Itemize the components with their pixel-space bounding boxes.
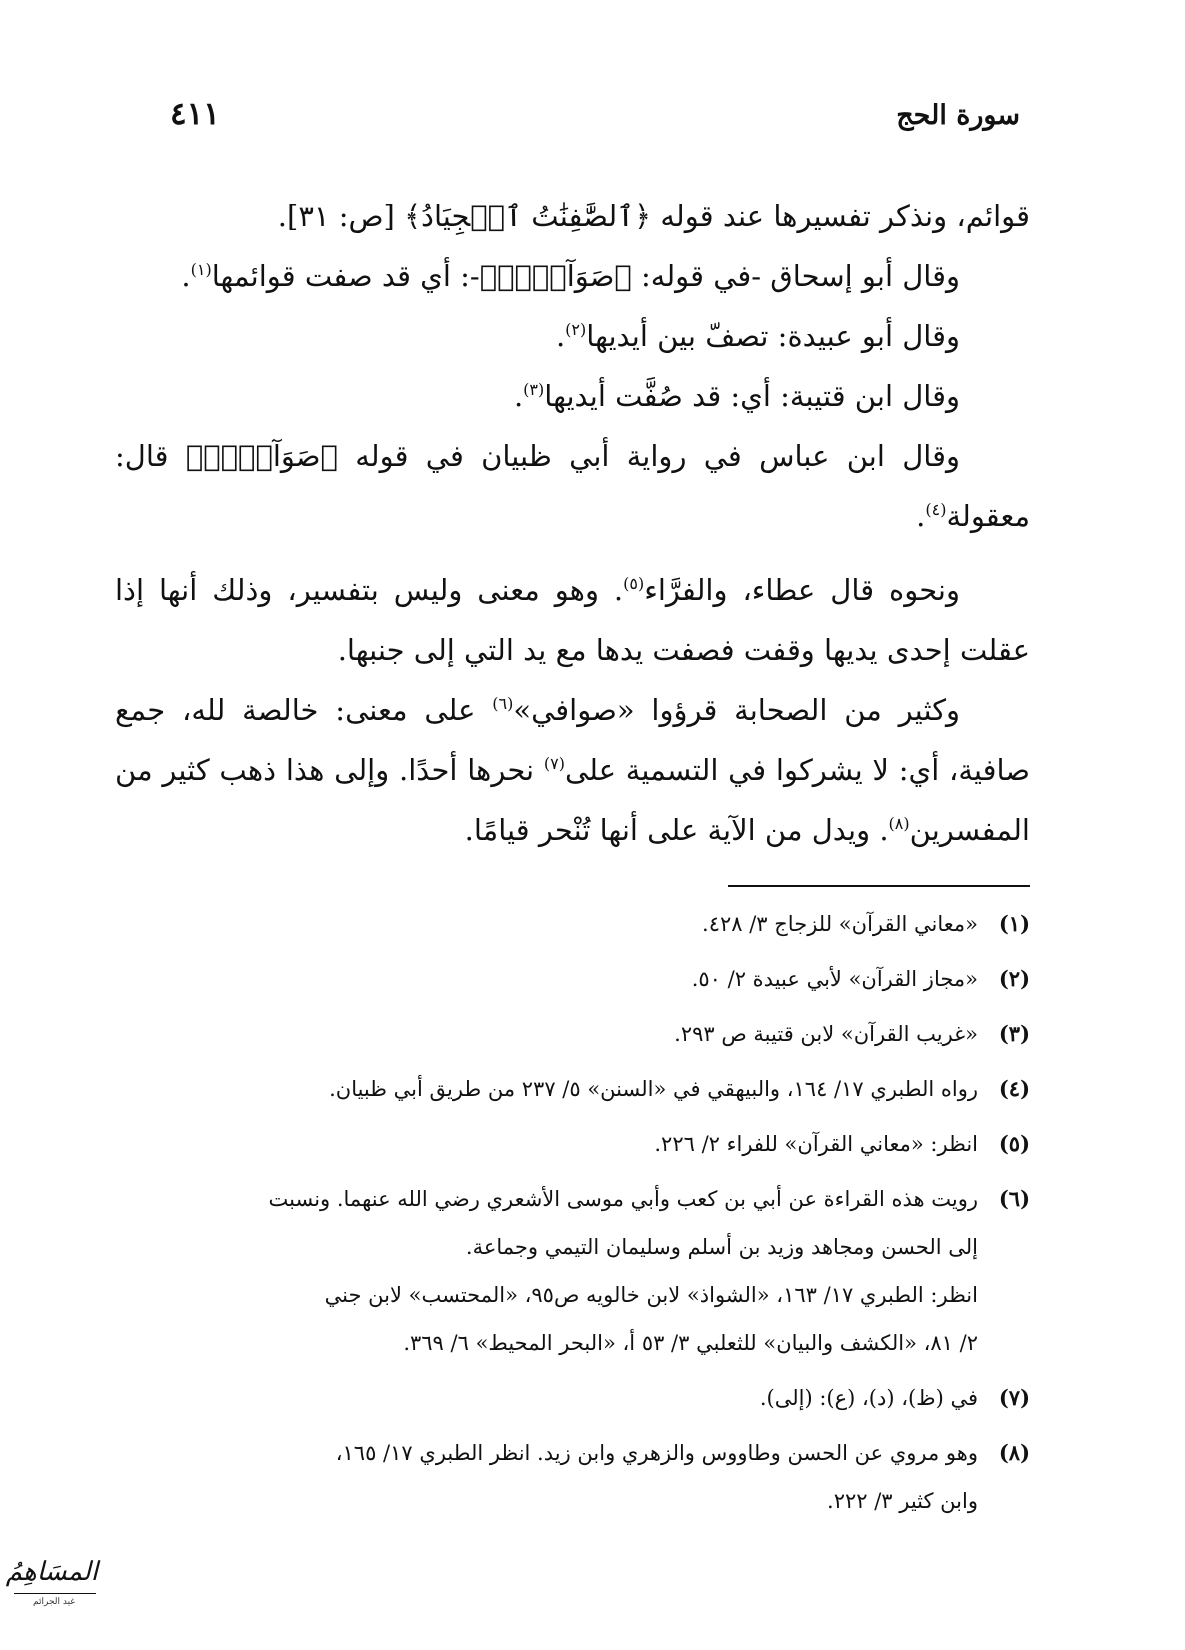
footnote-item — [115, 1010, 1030, 1058]
paragraph-5 — [115, 426, 1030, 546]
paragraph-4-text: وقال ابن قتيبة: أي: قد صُفَّت أيديها — [544, 379, 960, 413]
surah-title: سورة الحج — [896, 100, 1020, 131]
footnote-number: (٨) — [998, 1440, 1030, 1465]
footnote-text: ٢/ ٨١، «الكشف والبيان» للثعلبي ٣/ ٥٣ أ، «البحر المحيط» ٦/ ٣٦٩. — [403, 1331, 978, 1355]
footnote-text: انظر: «معاني القرآن» للفراء ٢/ ٢٢٦. — [654, 1132, 978, 1156]
footnote-text: إلى الحسن ومجاهد وزيد بن أسلم وسليمان التيمي وجماعة. — [465, 1235, 978, 1259]
footnote-ref-5[interactable]: (٥) — [623, 574, 645, 593]
footnotes-section — [115, 900, 1030, 1532]
paragraph-3 — [115, 306, 1030, 366]
paragraph-3-end: . — [555, 319, 566, 353]
footnote-item — [115, 900, 1030, 948]
paragraph-1-text: قوائم، ونذكر تفسيرها عند قوله ﴿ٱلصَّٰفِنَٰتُ ٱلۡجِيَادُ﴾ [ص: ٣١]. — [277, 199, 1030, 233]
footnote-ref-6[interactable]: (٦) — [492, 694, 514, 713]
footnote-number: (٦) — [998, 1186, 1030, 1211]
page-number: ٤١١ — [170, 96, 220, 132]
footnote-number: (٧) — [998, 1385, 1030, 1410]
main-text — [115, 186, 1030, 860]
paragraph-2-end: . — [181, 259, 191, 293]
footnote-ref-3[interactable]: (٣) — [523, 380, 545, 399]
footnote-item — [115, 1175, 1030, 1367]
paragraph-7-text-a: وكثير من الصحابة قرؤوا «صوافي» — [513, 693, 960, 727]
footnote-ref-4[interactable]: (٤) — [925, 500, 947, 519]
footnote-item — [115, 1065, 1030, 1113]
footnote-text: «مجاز القرآن» لأبي عبيدة ٢/ ٥٠. — [691, 967, 978, 991]
footnote-text: وابن كثير ٣/ ٢٢٢. — [827, 1489, 978, 1513]
page-header — [170, 96, 1020, 146]
paragraph-7 — [115, 680, 1030, 860]
footnote-number: (٢) — [998, 966, 1030, 991]
paragraph-3-text: وقال أبو عبيدة: تصفّ بين أيديها — [586, 319, 960, 353]
footnote-number: (٥) — [998, 1131, 1030, 1156]
footnote-number: (٤) — [998, 1076, 1030, 1101]
footnote-item — [115, 1429, 1030, 1525]
paragraph-7-text-b: على معنى: خالصة لله، جمع صافية، أي: لا يشركوا في التسمية على — [115, 693, 1030, 787]
publisher-logo — [6, 1545, 106, 1615]
paragraph-4 — [115, 366, 1030, 426]
logo-subtext: غيد الجرائم — [32, 1597, 76, 1607]
logo-text: المسَاهِمُ — [5, 1557, 98, 1587]
footnote-text: «غريب القرآن» لابن قتيبة ص ٢٩٣. — [674, 1022, 978, 1046]
footnote-item — [115, 955, 1030, 1003]
footnote-ref-7[interactable]: (٧) — [543, 754, 565, 773]
footnote-item — [115, 1374, 1030, 1422]
footnote-ref-8[interactable]: (٨) — [888, 814, 910, 833]
paragraph-7-text-d: . ويدل من الآية على أنها تُنْحر قيامًا. — [464, 813, 889, 847]
footnote-ref-2[interactable]: (٢) — [565, 320, 587, 339]
footnote-number: (١) — [998, 911, 1030, 936]
footnote-text: «معاني القرآن» للزجاج ٣/ ٤٢٨. — [702, 912, 978, 936]
paragraph-2-text: وقال أبو إسحاق -في قوله: ﴿صَوَآفَّۖ﴾-: أي قد صفت قوائمها — [211, 259, 960, 293]
footnote-ref-1[interactable]: (١) — [190, 260, 212, 279]
paragraph-2 — [115, 246, 1030, 306]
paragraph-5-text: وقال ابن عباس في رواية أبي ظبيان في قوله ﴿صَوَآفَّۖ﴾ قال: معقولة — [115, 439, 1030, 533]
footnote-text: في (ظ)، (د)، (ع): (إلى). — [759, 1386, 978, 1410]
paragraph-7-text-c: نحرها أحدًا. وإلى هذا ذهب كثير من المفسرين — [115, 753, 1030, 847]
paragraph-6-text-b: . وهو معنى وليس بتفسير، وذلك أنها إذا عقلت إحدى يديها وقفت فصفت يدها مع يد التي إلى جنبها. — [115, 573, 1030, 667]
footnote-item — [115, 1120, 1030, 1168]
paragraph-6 — [115, 560, 1030, 680]
paragraph-5-end: . — [916, 499, 926, 533]
paragraph-6-text-a: ونحوه قال عطاء، والفرَّاء — [644, 573, 960, 607]
paragraph-4-end: . — [513, 379, 524, 413]
paragraph-1 — [115, 186, 1030, 246]
footnote-text: وهو مروي عن الحسن وطاووس والزهري وابن زيد. انظر الطبري ١٧/ ١٦٥، — [335, 1441, 978, 1465]
footnote-text: رواه الطبري ١٧/ ١٦٤، والبيهقي في «السنن» ٥/ ٢٣٧ من طريق أبي ظبيان. — [329, 1077, 978, 1101]
footnote-text: انظر: الطبري ١٧/ ١٦٣، «الشواذ» لابن خالويه ص٩٥، «المحتسب» لابن جني — [324, 1283, 978, 1307]
logo-underline — [14, 1593, 96, 1594]
footnote-separator — [728, 885, 1030, 887]
footnote-number: (٣) — [998, 1021, 1030, 1046]
footnote-text: رويت هذه القراءة عن أبي بن كعب وأبي موسى الأشعري رضي الله عنهما. ونسبت — [268, 1187, 978, 1211]
